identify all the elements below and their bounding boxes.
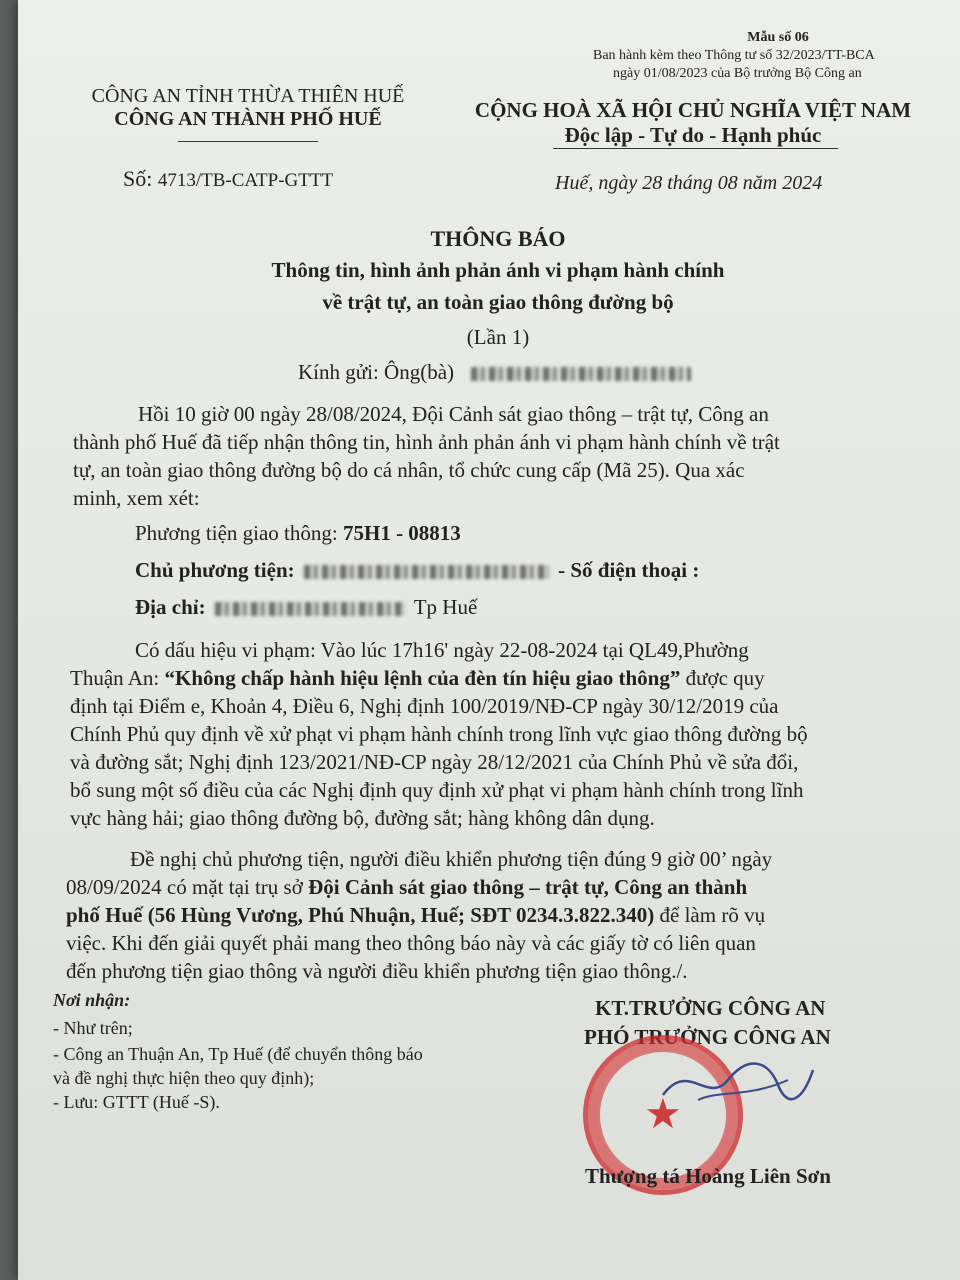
address-label: Địa chỉ:: [135, 595, 206, 619]
recipient-item: - Như trên;: [53, 1018, 133, 1038]
national-header: [458, 98, 928, 148]
request-purpose: để làm rõ vụ: [659, 903, 766, 927]
intro-line-1: Hồi 10 giờ 00 ngày 28/08/2024, Đội Cảnh sát giao thông – trật tự, Công an: [138, 402, 769, 426]
request-line-2: [66, 873, 747, 901]
violation-ref-start: được quy: [685, 666, 765, 690]
country-name: CỘNG HOÀ XÃ HỘI CHỦ NGHĨA VIỆT NAM: [474, 98, 912, 122]
signature-title-1: KT.TRƯỞNG CÔNG AN: [595, 996, 826, 1020]
stamp-star-icon: ★: [644, 1092, 682, 1138]
national-motto: Độc lập - Tự do - Hạnh phúc: [564, 123, 822, 147]
issued-with-line-2: ngày 01/08/2023 của Bộ trưởng Bộ Công an: [613, 66, 862, 81]
vehicle-label: Phương tiện giao thông:: [135, 521, 338, 545]
notice-subtitle-2: về trật tự, an toàn giao thông đường bộ: [322, 290, 674, 314]
phone-label: - Số điện thoại :: [558, 558, 700, 582]
agency-parent: CÔNG AN TỈNH THỪA THIÊN HUẾ: [91, 85, 405, 107]
recipient-label: Kính gửi: Ông(bà): [298, 360, 455, 384]
recipient-item: và đề nghị thực hiện theo quy định);: [53, 1068, 315, 1088]
signer-name: Thượng tá Hoàng Liên Sơn: [585, 1164, 831, 1188]
redacted-address: [215, 602, 405, 616]
request-office: Đội Cảnh sát giao thông – trật tự, Công an thành: [308, 875, 748, 899]
intro-line-2: thành phố Huế đã tiếp nhận thông tin, hình ảnh phản ánh vi phạm hành chính về trật: [73, 430, 780, 454]
vehicle-line: [135, 519, 461, 547]
recipient-item: - Công an Thuận An, Tp Huế (để chuyển thông báo: [53, 1044, 423, 1064]
violation-line-4: Chính Phủ quy định về xử phạt vi phạm hành chính trong lĩnh vực giao thông đường bộ: [70, 722, 808, 746]
request-line-1: Đề nghị chủ phương tiện, người điều khiển phương tiện đúng 9 giờ 00’ ngày: [130, 847, 773, 871]
recipient-line: [298, 360, 691, 385]
violation-ward: Thuận An:: [70, 666, 160, 690]
agency-name: CÔNG AN THÀNH PHỐ HUẾ: [114, 108, 382, 130]
address-line: [135, 593, 477, 621]
redacted-recipient-name: [471, 367, 691, 381]
owner-line: [135, 556, 699, 584]
agency-header: [48, 85, 448, 131]
violation-line-5: và đường sắt; Nghị định 123/2021/NĐ-CP ngày 28/12/2021 của Chính Phủ về sửa đổi,: [70, 750, 799, 774]
request-line-5: đến phương tiện giao thông và người điều khiển phương tiện giao thông./.: [66, 959, 688, 983]
notice-times: (Lần 1): [466, 325, 530, 349]
violation-act: “Không chấp hành hiệu lệnh của đèn tín hiệu giao thông”: [164, 666, 681, 690]
intro-line-3: tự, an toàn giao thông đường bộ do cá nhân, tổ chức cung cấp (Mã 25). Qua xác: [73, 458, 745, 482]
document-number-label: Số:: [123, 166, 153, 191]
request-line-4: việc. Khi đến giải quyết phải mang theo thông báo này và các giấy tờ có liên quan: [66, 931, 756, 955]
owner-label: Chủ phương tiện:: [135, 558, 295, 582]
request-address: phố Huế (56 Hùng Vương, Phú Nhuận, Huế; SĐT 0234.3.822.340): [66, 903, 655, 927]
notice-subtitle-1: Thông tin, hình ảnh phản ánh vi phạm hành chính: [271, 258, 725, 282]
handwritten-signature: [658, 1050, 818, 1110]
violation-line-1: Có dấu hiệu vi phạm: Vào lúc 17h16' ngày 22-08-2024 tại QL49,Phường: [135, 638, 749, 662]
document-page: [18, 0, 960, 1280]
document-number: [123, 166, 333, 192]
violation-line-7: vực hàng hải; giao thông đường bộ, đường sắt; hàng không dân dụng.: [70, 806, 655, 830]
recipients-title: Nơi nhận:: [53, 990, 131, 1010]
motto-underline: [553, 148, 838, 149]
document-number-value: 4713/TB-CATP-GTTT: [157, 170, 334, 191]
address-tail: Tp Huế: [413, 595, 478, 619]
agency-underline: [178, 141, 318, 142]
violation-line-6: bổ sung một số điều của các Nghị định quy định xử phạt vi phạm hành chính trong lĩnh: [70, 778, 804, 802]
form-number: Mẫu số 06: [747, 30, 809, 45]
request-date: 08/09/2024 có mặt tại trụ sở: [66, 875, 303, 899]
notice-title: THÔNG BÁO: [430, 226, 566, 251]
signature-title-2: PHÓ TRƯỞNG CÔNG AN: [584, 1025, 831, 1049]
intro-line-4: minh, xem xét:: [73, 486, 200, 510]
vehicle-plate: 75H1 - 08813: [342, 521, 461, 545]
recipient-item: - Lưu: GTTT (Huế -S).: [53, 1092, 220, 1112]
violation-line-3: định tại Điểm e, Khoản 4, Điều 6, Nghị định 100/2019/NĐ-CP ngày 30/12/2019 của: [70, 694, 779, 718]
request-line-3: [66, 901, 765, 929]
violation-line-2: [70, 664, 765, 692]
issued-with-line-1: Ban hành kèm theo Thông tư số 32/2023/TT-BCA: [593, 48, 875, 63]
redacted-owner-name: [304, 565, 549, 579]
place-date: Huế, ngày 28 tháng 08 năm 2024: [555, 172, 823, 194]
